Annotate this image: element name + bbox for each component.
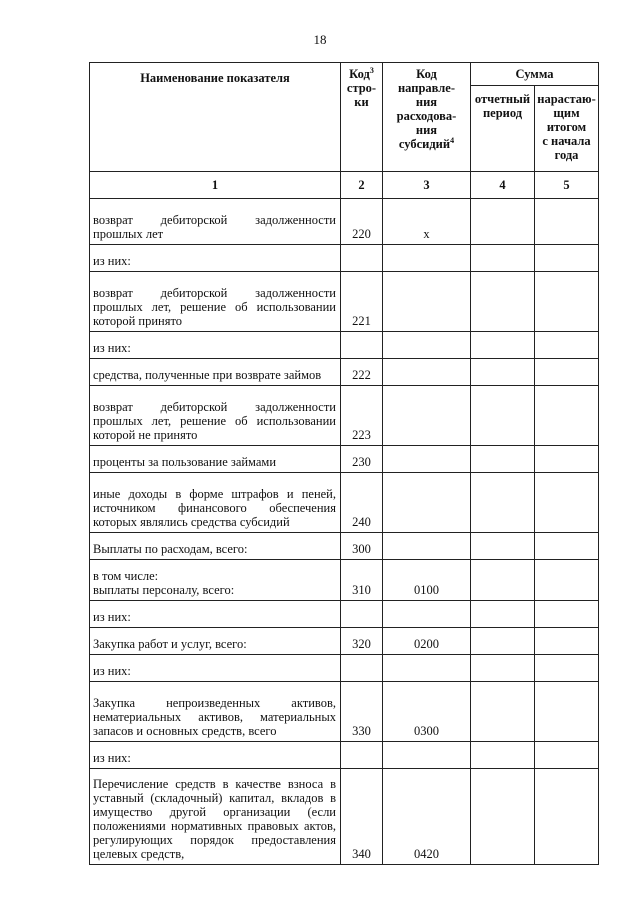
table-row xyxy=(90,446,599,473)
row-direction-code xyxy=(383,742,471,769)
row-sum-period xyxy=(471,560,535,601)
row-name: Перечисление средств в качестве взноса в уставный (складочный) капитал, вкладов в имущество другой организации (если положениями нормативных правовых актов, регулирующих порядок предоставления целевых средств, xyxy=(90,769,341,865)
row-sum-period xyxy=(471,769,535,865)
row-code xyxy=(341,601,383,628)
row-code: 310 xyxy=(341,560,383,601)
col-number-1: 1 xyxy=(90,172,341,199)
row-direction-code xyxy=(383,245,471,272)
row-code: 222 xyxy=(341,359,383,386)
row-code: 330 xyxy=(341,682,383,742)
row-code: 340 xyxy=(341,769,383,865)
row-sum-cumulative xyxy=(535,769,599,865)
row-direction-code xyxy=(383,601,471,628)
row-direction-code xyxy=(383,332,471,359)
row-sum-cumulative xyxy=(535,199,599,245)
row-sum-period xyxy=(471,533,535,560)
row-sum-cumulative xyxy=(535,272,599,332)
table-row xyxy=(90,533,599,560)
row-sum-cumulative xyxy=(535,628,599,655)
row-sum-period xyxy=(471,628,535,655)
row-name: из них: xyxy=(90,655,341,682)
table-row xyxy=(90,386,599,446)
row-direction-code: x xyxy=(383,199,471,245)
row-sum-cumulative xyxy=(535,245,599,272)
row-sum-period xyxy=(471,332,535,359)
row-sum-period xyxy=(471,446,535,473)
header-direction-text: Код направле- ния расходова- ния субсидий xyxy=(396,67,457,151)
table-row xyxy=(90,682,599,742)
row-direction-code xyxy=(383,446,471,473)
row-name: из них: xyxy=(90,601,341,628)
row-code: 320 xyxy=(341,628,383,655)
table-row xyxy=(90,560,599,601)
row-sum-period xyxy=(471,199,535,245)
row-name: в том числе: выплаты персоналу, всего: xyxy=(90,560,341,601)
row-sum-cumulative xyxy=(535,533,599,560)
row-name: проценты за пользование займами xyxy=(90,446,341,473)
row-name: иные доходы в форме штрафов и пеней, источником финансового обеспечения которых являлись средства субсидий xyxy=(90,473,341,533)
table-row xyxy=(90,245,599,272)
row-name: из них: xyxy=(90,332,341,359)
row-name: Закупка работ и услуг, всего: xyxy=(90,628,341,655)
row-code: 300 xyxy=(341,533,383,560)
col-number-5: 5 xyxy=(535,172,599,199)
header-name: Наименование показателя xyxy=(90,63,341,172)
row-name: Закупка непроизведенных активов, нематериальных активов, материальных запасов и основных средств, всего xyxy=(90,682,341,742)
row-code xyxy=(341,245,383,272)
table-row xyxy=(90,769,599,865)
row-name: из них: xyxy=(90,245,341,272)
row-sum-period xyxy=(471,655,535,682)
row-code xyxy=(341,742,383,769)
row-sum-period xyxy=(471,742,535,769)
row-direction-code: 0300 xyxy=(383,682,471,742)
row-sum-period xyxy=(471,272,535,332)
header-cumulative: нарастаю- щим итогом с начала года xyxy=(535,86,599,172)
row-sum-cumulative xyxy=(535,601,599,628)
col-number-3: 3 xyxy=(383,172,471,199)
row-sum-cumulative xyxy=(535,386,599,446)
row-code: 223 xyxy=(341,386,383,446)
row-code xyxy=(341,332,383,359)
row-sum-cumulative xyxy=(535,655,599,682)
row-direction-code xyxy=(383,359,471,386)
row-code xyxy=(341,655,383,682)
table-row xyxy=(90,359,599,386)
row-name: возврат дебиторской задолженности прошлых лет, решение об использовании которой принято xyxy=(90,272,341,332)
row-sum-cumulative xyxy=(535,446,599,473)
row-direction-code xyxy=(383,655,471,682)
row-direction-code: 0200 xyxy=(383,628,471,655)
table-row xyxy=(90,742,599,769)
header-direction: Код направле- ния расходова- ния субсидий$^4$ xyxy=(383,63,471,172)
row-name: из них: xyxy=(90,742,341,769)
row-sum-cumulative xyxy=(535,359,599,386)
row-sum-cumulative xyxy=(535,560,599,601)
table-row xyxy=(90,628,599,655)
row-direction-code xyxy=(383,272,471,332)
row-sum-period xyxy=(471,359,535,386)
header-sum: Сумма xyxy=(471,63,599,86)
row-sum-cumulative xyxy=(535,682,599,742)
table-row xyxy=(90,601,599,628)
row-sum-period xyxy=(471,245,535,272)
row-name: Выплаты по расходам, всего: xyxy=(90,533,341,560)
col-number-2: 2 xyxy=(341,172,383,199)
header-code: Код$^3$ стро- ки xyxy=(341,63,383,172)
row-direction-code xyxy=(383,386,471,446)
row-code: 230 xyxy=(341,446,383,473)
header-code-rest: стро- ки xyxy=(346,81,377,109)
row-sum-period xyxy=(471,682,535,742)
table-row xyxy=(90,332,599,359)
row-sum-period xyxy=(471,473,535,533)
row-sum-period xyxy=(471,386,535,446)
data-table xyxy=(89,62,599,865)
row-code: 220 xyxy=(341,199,383,245)
row-sum-cumulative xyxy=(535,473,599,533)
row-name: возврат дебиторской задолженности прошлых лет, решение об использовании которой не принято xyxy=(90,386,341,446)
col-number-4: 4 xyxy=(471,172,535,199)
row-direction-code xyxy=(383,473,471,533)
row-code: 240 xyxy=(341,473,383,533)
page-number: 18 xyxy=(313,32,327,47)
row-name: возврат дебиторской задолженности прошлых лет xyxy=(90,199,341,245)
table-row xyxy=(90,473,599,533)
row-direction-code xyxy=(383,533,471,560)
row-code: 221 xyxy=(341,272,383,332)
row-sum-cumulative xyxy=(535,742,599,769)
row-name: средства, полученные при возврате займов xyxy=(90,359,341,386)
table-row xyxy=(90,655,599,682)
row-sum-cumulative xyxy=(535,332,599,359)
row-direction-code: 0100 xyxy=(383,560,471,601)
header-period: отчетный период xyxy=(471,86,535,172)
table-row xyxy=(90,199,599,245)
table-row xyxy=(90,272,599,332)
row-direction-code: 0420 xyxy=(383,769,471,865)
row-sum-period xyxy=(471,601,535,628)
